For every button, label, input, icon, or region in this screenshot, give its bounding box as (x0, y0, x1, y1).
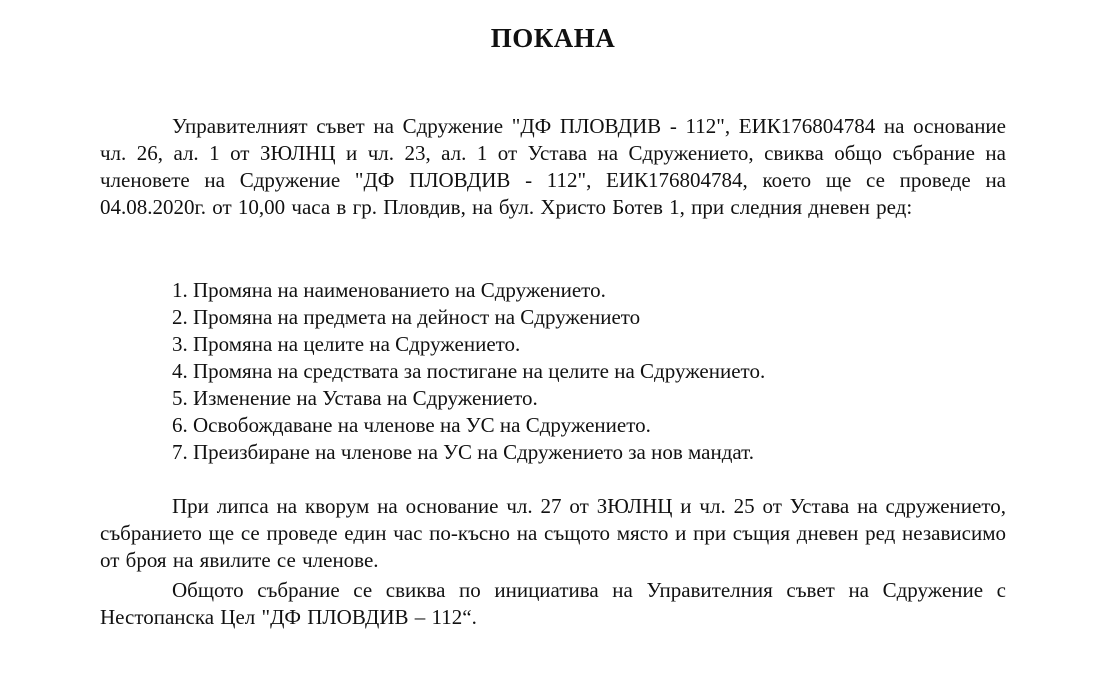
agenda-item: 1. Промяна на наименованието на Сдружението. (172, 278, 606, 302)
agenda-item: 2. Промяна на предмета на дейност на Сдружението (172, 305, 641, 329)
closing-paragraph: Общото събрание се свиква по инициатива на Управителния съвет на Сдружение с Нестопанска Цел "ДФ ПЛОВДИВ – 112“. (100, 578, 1006, 629)
agenda-item: 6. Освобождаване на членове на УС на Сдружението. (172, 413, 651, 437)
agenda-item: 5. Изменение на Устава на Сдружението. (172, 386, 538, 410)
document-title: ПОКАНА (490, 23, 616, 53)
agenda-list (172, 277, 765, 466)
intro-paragraph: Управителният съвет на Сдружение "ДФ ПЛОВДИВ - 112", ЕИК176804784 на основание чл. 26, ал. 1 от ЗЮЛНЦ и чл. 23, ал. 1 от Устава на Сдружението, свиква общо събрание на членовете на Сдружение "ДФ ПЛОВДИВ - 112", ЕИК176804784, което ще се проведе на 04.08.2020г. от 10,00 часа в гр. Пловдив, на бул. Христо Ботев 1, при следния дневен ред: (100, 114, 1006, 219)
quorum-paragraph: При липса на кворум на основание чл. 27 от ЗЮЛНЦ и чл. 25 от Устава на сдружението, събранието ще се проведе един час по-късно на същото място и при същия дневен ред независимо от броя на явилите се членове. (100, 494, 1006, 572)
agenda-item: 7. Преизбиране на членове на УС на Сдружението за нов мандат. (172, 440, 755, 464)
agenda-item: 4. Промяна на средствата за постигане на целите на Сдружението. (172, 359, 766, 383)
agenda-item: 3. Промяна на целите на Сдружението. (172, 332, 521, 356)
